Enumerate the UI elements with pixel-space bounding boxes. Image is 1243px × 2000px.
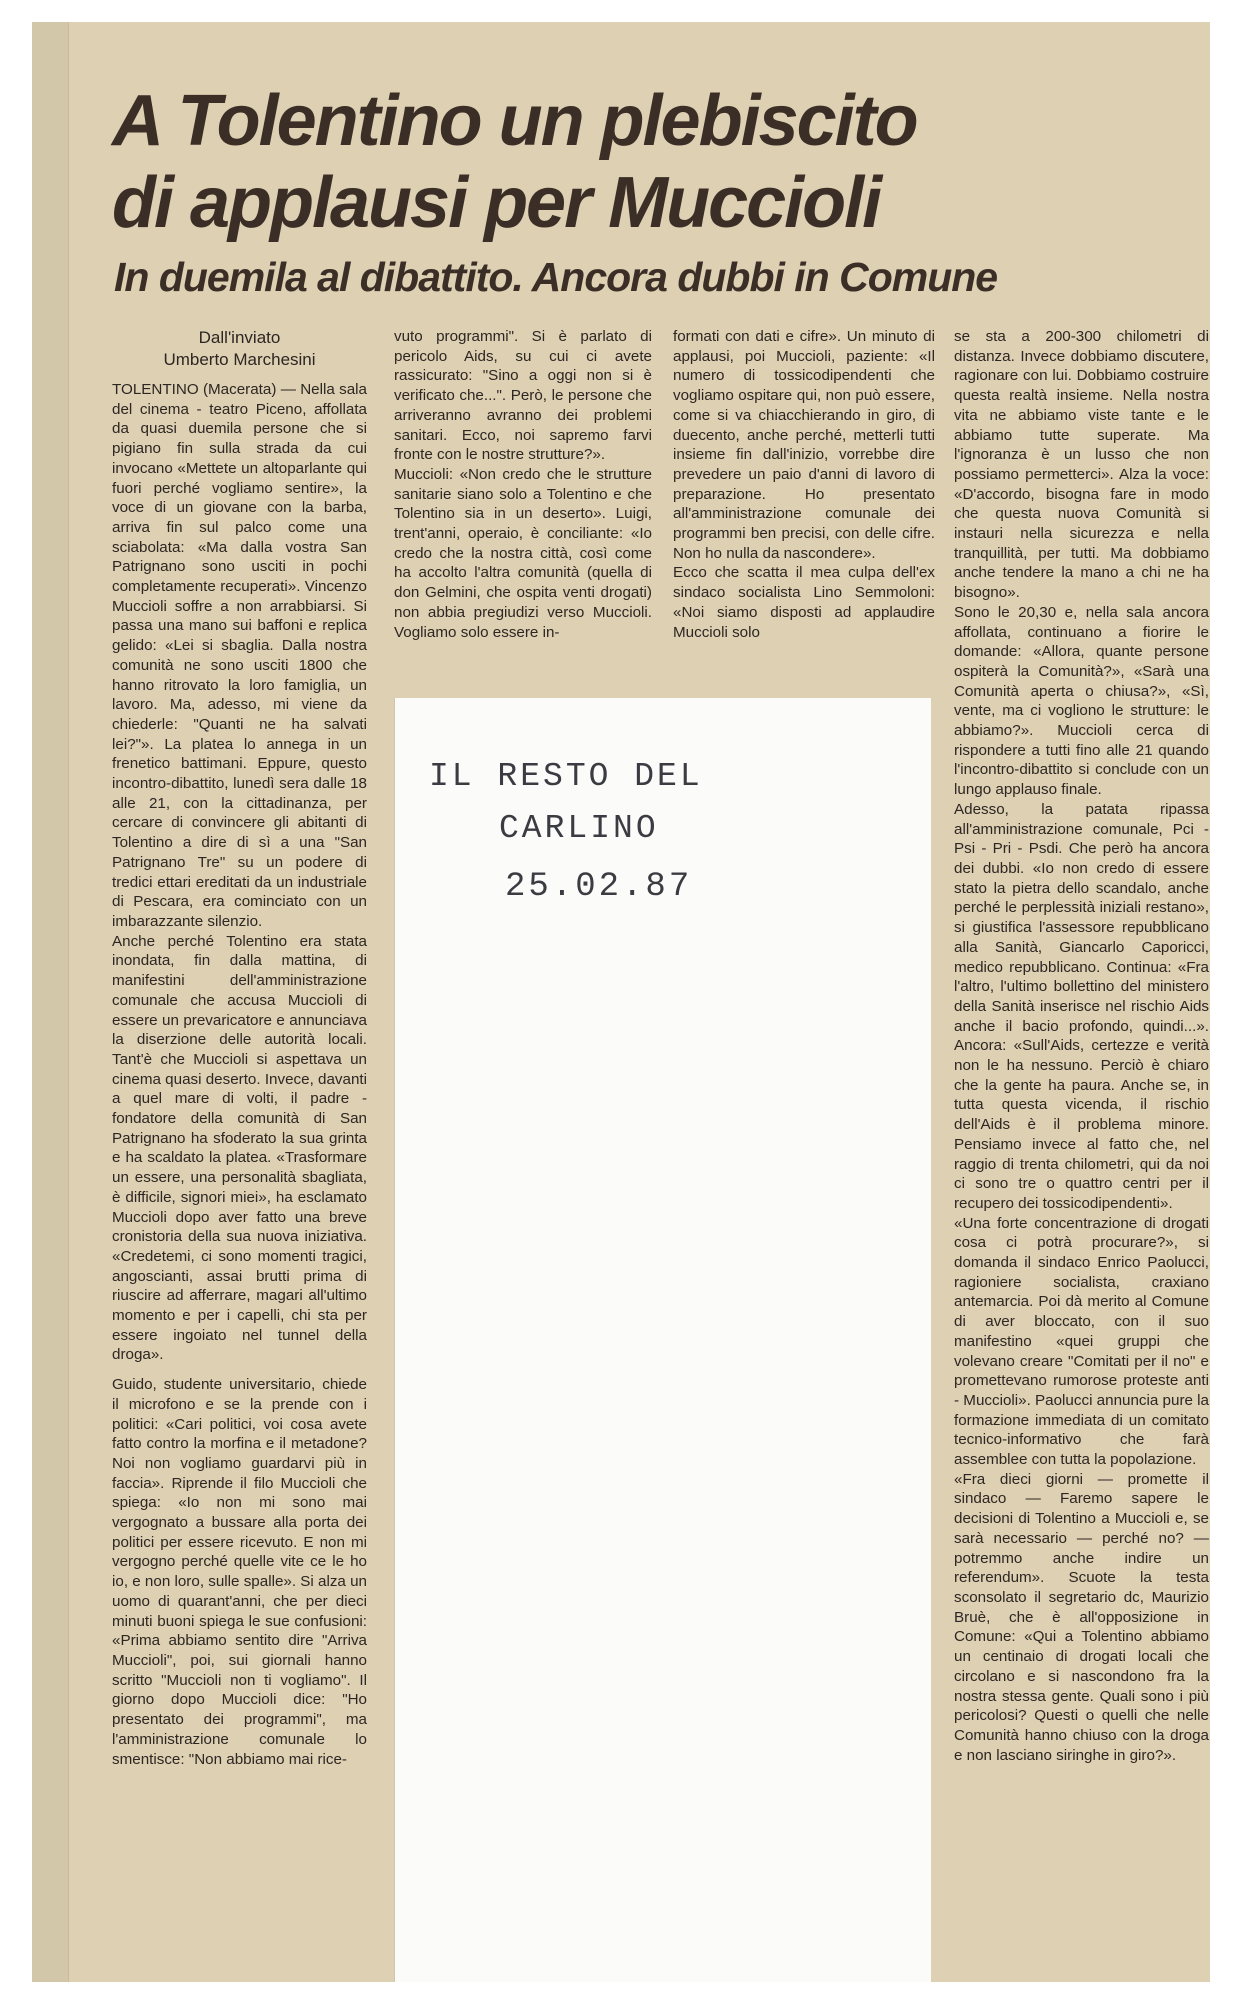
byline-role: Dall'inviato xyxy=(198,328,281,347)
article-paragraph: «Fra dieci giorni — promette il sindaco — Faremo sapere le decisioni di Tolentino a Muccioli e, se sarà necessario — perché no? — potremmo anche indire un referendum». Scuote la testa sconsolato il segretario dc, Maurizio Bruè, che è all'opposizione in Comune: «Qui a Tolentino abbiamo un centinaio di drogati locali che circolano e si nascondono fra la nostra stessa gente. Quali sono i più pericolosi? Questi o quelli che nelle Comunità hanno chiuso con la droga e non lasciano siringhe in giro?». xyxy=(954,1470,1209,1764)
article-paragraph: Muccioli: «Non credo che le strutture sanitarie siano solo a Tolentino e che Tolentino sia in un deserto». Luigi, trent'anni, operaio, è conciliante: «Io credo che la nostra città, così come ha accolto l'altra comunità (quella di don Gelmini, che ospita venti drogati) non abbia pregiudizi verso Muccioli. Vogliamo solo essere in- xyxy=(394,465,652,641)
byline xyxy=(112,327,367,371)
article-paragraph: se sta a 200-300 chilometri di distanza. Invece dobbiamo discutere, ragionare con lui. Dobbiamo costruire questa realtà insieme. Nella nostra vita ne abbiamo viste tante e le abbiamo tutte superate. Ma l'ignoranza è un lusso che non possiamo permetterci». Alza la voce: «D'accordo, bisogna fare in modo che questa nuova Comunità si instauri nella sicurezza e nella tranquillità, per tutti. Ma dobbiamo anche tendere la mano a chi ne ha bisogno». xyxy=(954,328,1209,602)
article-column-1 xyxy=(112,380,367,1769)
headline-subtitle: In duemila al dibattito. Ancora dubbi in Comune xyxy=(114,254,998,300)
handwritten-source-note xyxy=(394,698,931,1982)
source-newspaper-line-2: CARLINO xyxy=(499,810,659,847)
headline-line-1: A Tolentino un plebiscito xyxy=(112,81,917,161)
headline-line-2: di applausi per Muccioli xyxy=(112,163,881,243)
article-paragraph: Sono le 20,30 e, nella sala ancora affollata, continuano a fiorire le domande: «Allora, quante persone ospiterà la Comunità?», «Sarà una Comunità aperta o chiusa?», «Sì, vente, ma ci vogliono le strutture: le abbiamo?». Muccioli cerca di rispondere a tutti fino alle 21 quando l'incontro-dibattito si conclude con un lungo applauso finale. xyxy=(954,603,1209,799)
article-paragraph: Adesso, la patata ripassa all'amministrazione comunale, Pci - Psi - Pri - Psdi. Che però ha ancora dei dubbi. «Io non credo di essere stato la pietra dello scandalo, anche perché le perplessità iniziali restano», si giustifica l'assessore repubblicano alla Sanità, Giancarlo Caporicci, medico repubblicano. Continua: «Fra l'altro, l'ultimo bollettino del ministero della Sanità inserisce nel rischio Aids anche il bacio profondo, quindi...». Ancora: «Sull'Aids, certezze e verità non le ha nessuno. Perciò è chiaro che la gente ha paura. Anche se, in tutta questa vicenda, il rischio dell'Aids è il problema minore. Pensiamo invece al fatto che, nel raggio di trenta chilometri, qui da noi ci sono tre o quattro centri per il recupero dei tossicodipendenti». xyxy=(954,800,1209,1212)
clipping-margin xyxy=(32,22,69,1982)
article-paragraph: Guido, studente universitario, chiede il microfono e se la prende con i politici: «Cari politici, voi cosa avete fatto contro la morfina e il metadone? Noi non vogliamo guardarvi più in faccia». Riprende il filo Muccioli che spiega: «Io non mi sono mai vergognato a bussare alla porta dei politici per essere ricevuto. E non mi vergogno perché quelle vite ce le ho io, e non loro, sulle spalle». Si alza un uomo di quarant'anni, che per dieci minuti buoni spiega le sue confusioni: «Prima abbiamo sentito dire "Arriva Muccioli", poi, sui giornali hanno scritto "Muccioli non ti vogliamo". Il giorno dopo Muccioli dice: "Ho presentato dei programmi", ma l'amministrazione comunale lo smentisce: "Non abbiamo mai rice- xyxy=(112,1376,367,1768)
source-date: 25.02.87 xyxy=(505,868,693,906)
article-column-3 xyxy=(673,327,935,642)
byline-author: Umberto Marchesini xyxy=(163,350,316,369)
article-paragraph: TOLENTINO (Macerata) — Nella sala del cinema - teatro Piceno, affollata da quasi duemila persone che si pigiano fin sulla strada da cui invocano «Mettete un altoparlante qui fuori perché vogliamo sentire», la voce di un giovane con la barba, arriva fin sul palco come una sciabolata: «Ma dalla vostra San Patrignano sono usciti in pochi completamente recuperati». Vincenzo Muccioli soffre a non arrabbiarsi. Si passa una mano sui baffoni e replica gelido: «Lei si sbaglia. Dalla nostra comunità ne sono usciti 1800 che hanno ritrovato la loro famiglia, un lavoro. Ma, adesso, mi viene da chiederle: "Quanti ne ha salvati lei?"». La platea lo annega in un frenetico battimani. Eppure, questo incontro-dibattito, lunedì sera dalle 18 alle 21, con la cittadinanza, per cercare di convincere gli abitanti di Tolentino a dire di sì a una "San Patrignano Tre" su un podere di tredici ettari ereditati da un industriale di Pescara, era cominciato con un imbarazzante silenzio. xyxy=(112,381,367,930)
article-paragraph: «Una forte concentrazione di drogati cosa ci potrà procurare?», si domanda il sindaco Enrico Paolucci, ragioniere socialista, craxiano antemarcia. Poi dà merito al Comune di aver bloccato, con il suo manifestino «quei gruppi che volevano creare "Comitati per il no" e promettevano rumorose proteste anti - Muccioli». Paolucci annuncia pure la formazione immediata di un comitato tecnico-informativo che farà assemblee con tutta la popolazione. xyxy=(954,1214,1209,1469)
article-column-2 xyxy=(394,327,652,642)
article-paragraph: Anche perché Tolentino era stata inondata, fin dalla mattina, di manifestini dell'amministrazione comunale che accusa Muccioli di essere un prevaricatore e annunciava la diserzione delle autorità locali. Tant'è che Muccioli si aspettava un cinema quasi deserto. Invece, davanti a quel mare di volti, il padre - fondatore della comunità di San Patrignano ha sfoderato la sua grinta e ha scaldato la platea. «Trasformare un essere, una personalità sbagliata, è difficile, signori miei», ha esclamato Muccioli dopo aver fatto una breve cronistoria della sua nuova iniziativa. «Credetemi, ci sono momenti tragici, angoscianti, assai brutti prima di riuscire ad afferrare, magari all'ultimo momento e per i capelli, chi sta per essere ingoiato nel tunnel della droga». xyxy=(112,932,367,1364)
article-paragraph: formati con dati e cifre». Un minuto di applausi, poi Muccioli, paziente: «Il numero di tossicodipendenti che vogliamo ospitare qui, non può essere, come si va chiacchierando in giro, di duecento, anche perché, metterli tutti insieme fin dall'inizio, vorrebbe dire prevedere un paio d'anni di lavoro di preparazione. Ho presentato all'amministrazione comunale dei programmi ben precisi, con delle cifre. Non ho nulla da nascondere». xyxy=(673,328,935,562)
article-paragraph: vuto programmi". Si è parlato di pericolo Aids, su cui ci avete rassicurato: "Sino a oggi non si è verificato che...". Però, le persone che arriveranno avranno dei problemi sanitari. Ecco, noi sapremo farvi fronte con le nostre strutture?». xyxy=(394,328,652,464)
article-paragraph: Ecco che scatta il mea culpa dell'ex sindaco socialista Lino Semmoloni: «Noi siamo disposti ad applaudire Muccioli solo xyxy=(673,564,935,641)
newspaper-clipping xyxy=(32,22,1210,1982)
article-column-4 xyxy=(954,327,1209,1765)
source-newspaper-line-1: IL RESTO DEL xyxy=(429,758,703,795)
